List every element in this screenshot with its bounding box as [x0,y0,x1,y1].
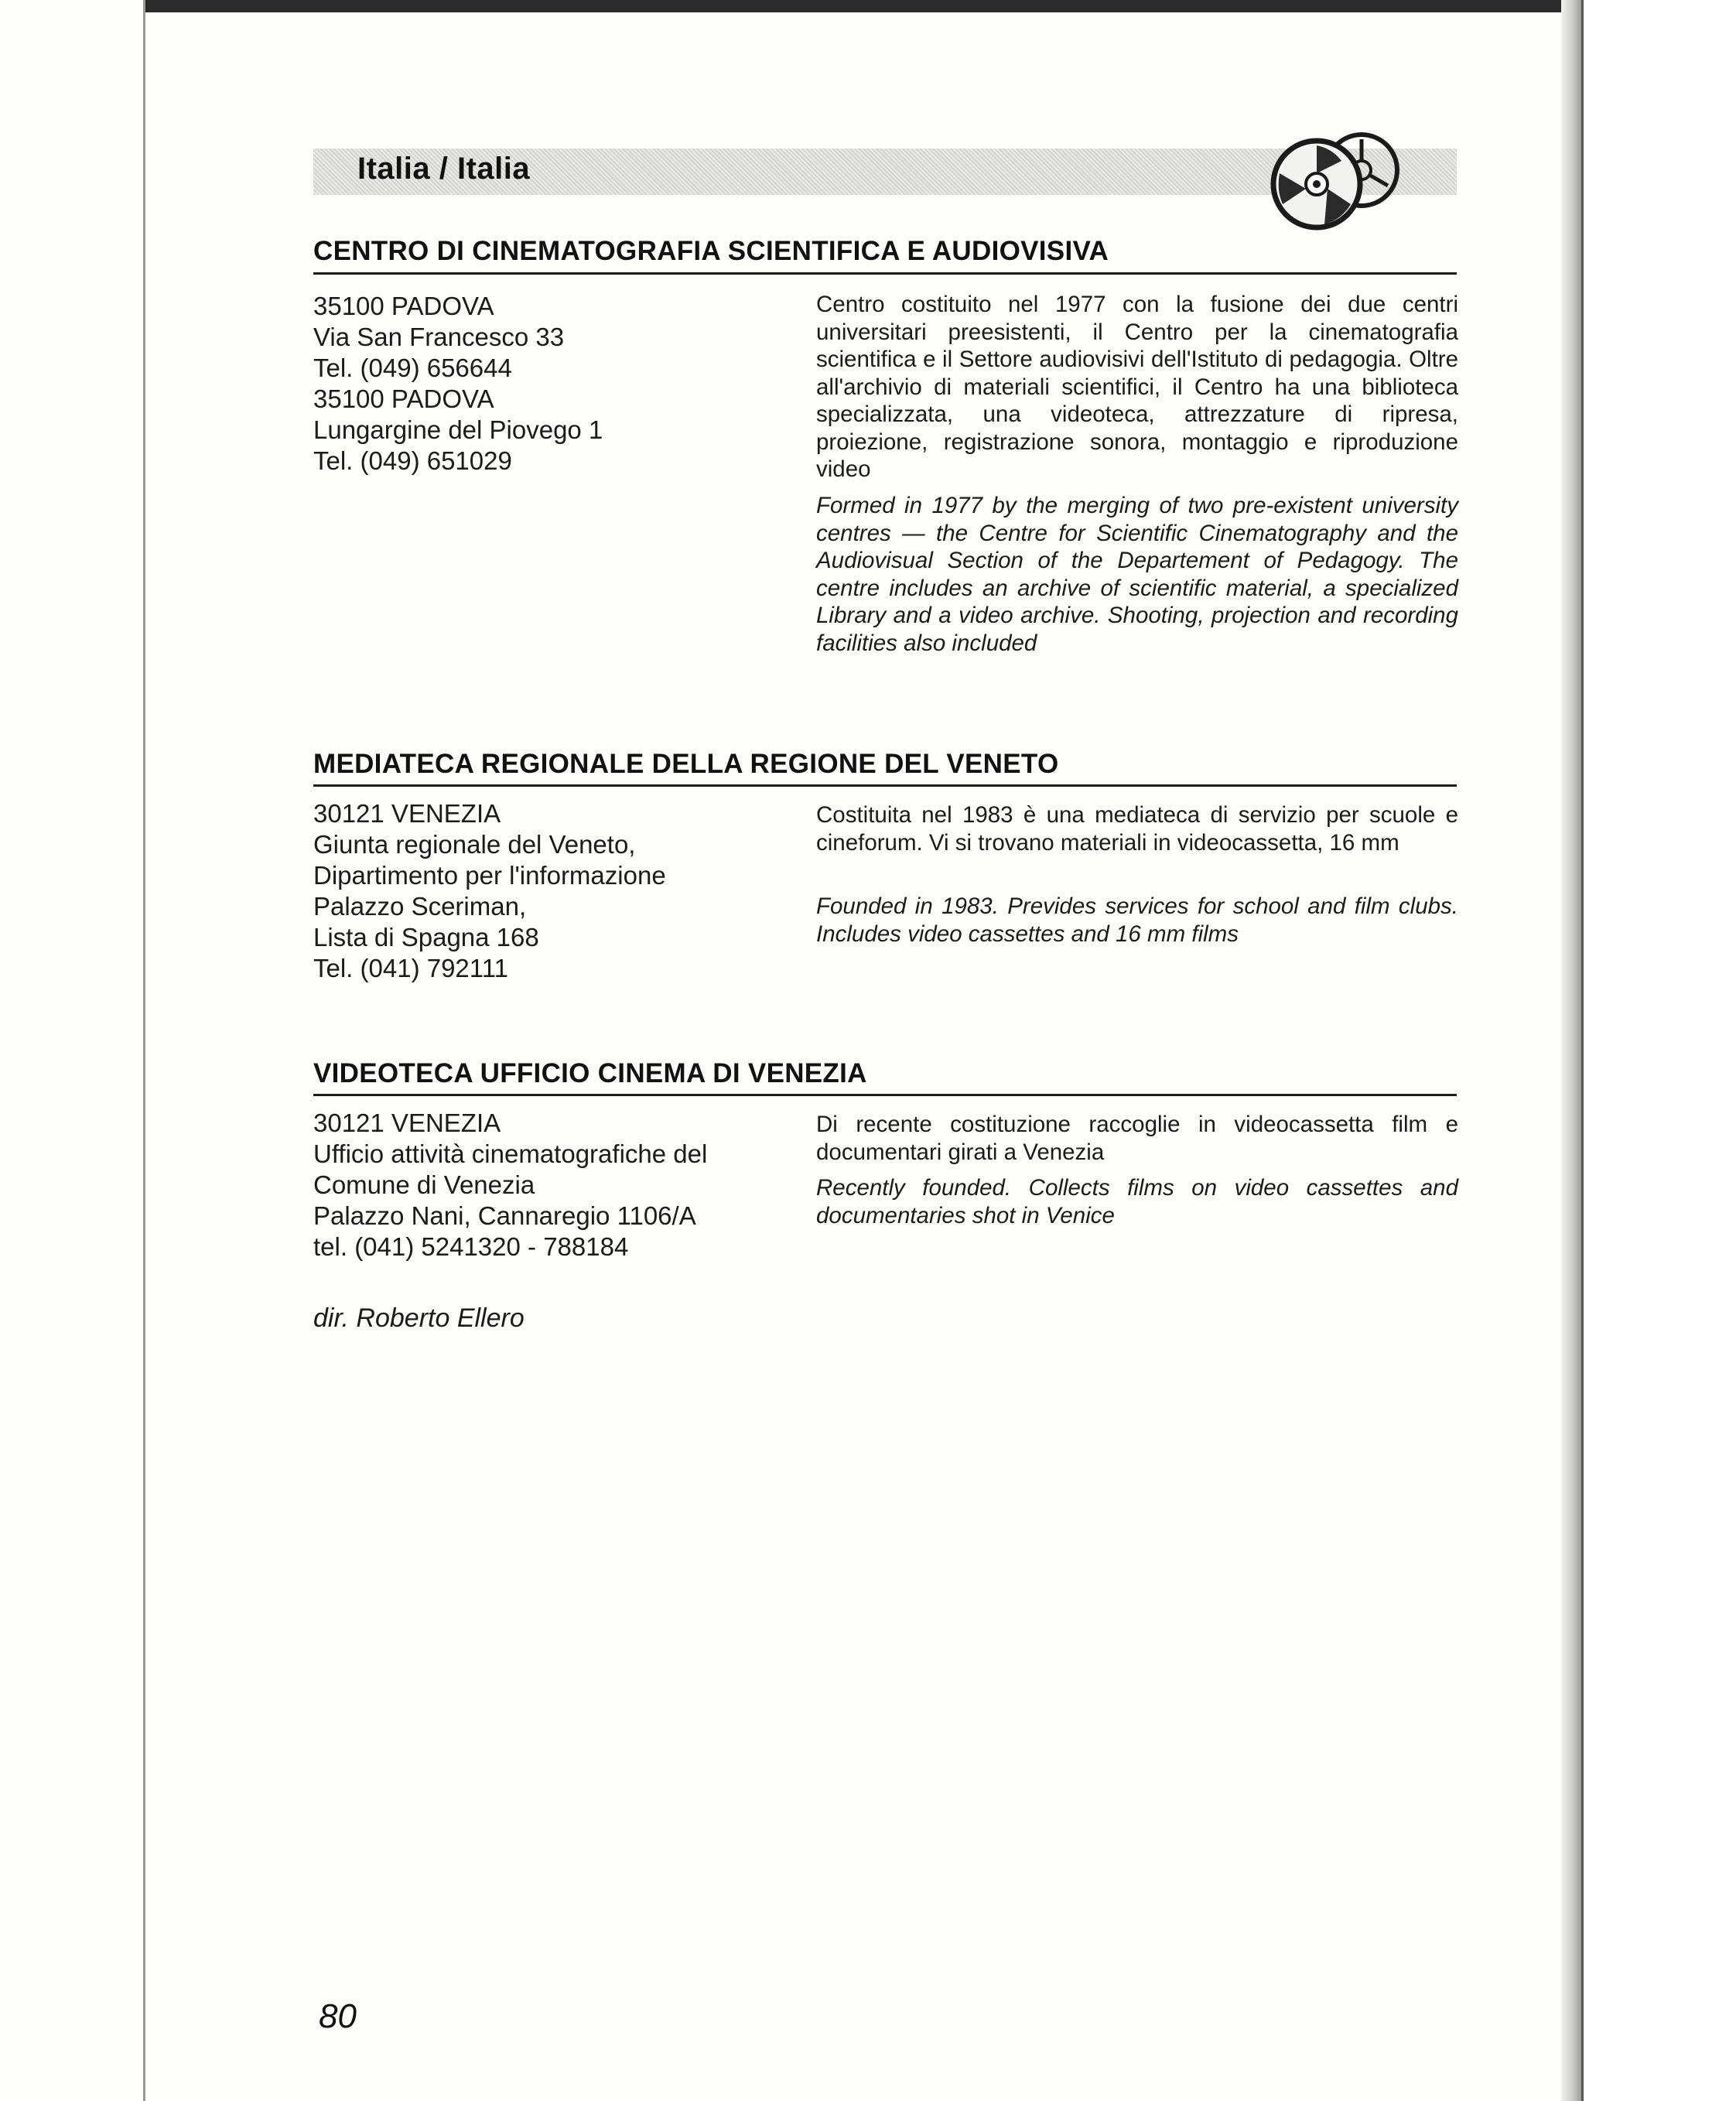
page-gutter-shadow [1561,0,1581,2101]
address-line: 35100 PADOVA [313,292,494,320]
address-line: Lungargine del Piovego 1 [313,415,603,444]
address-line: Tel. (049) 651029 [313,446,512,475]
address-block-mediateca [313,798,666,984]
address-block-videoteca [313,1108,707,1262]
page-number: 80 [319,1997,357,2035]
film-reels-icon [1261,130,1416,231]
address-line: Giunta regionale del Veneto, [313,830,636,859]
description-en-videoteca: Recently founded. Collects films on video cassettes and documentaries shot in Venice [816,1175,1458,1228]
section-rule [313,784,1457,787]
section-rule [313,1094,1457,1096]
description-it-centro: Centro costituito nel 1977 con la fusione dei due centri universitari preesistenti, il Centro per la cinematografia scientifica e il Settore audiovisivi dell'Istituto di pedagogia. Oltre all'archivio di materiali scientifici, il Centro ha una biblioteca specializzata, una videoteca, attrezzature di ripresa, proiezione, registrazione sonora, montaggio e riproduzione video [816,292,1458,482]
section-rule [313,272,1457,275]
address-line: Palazzo Sceriman, [313,892,527,921]
scan-outside-area [1584,0,1736,2101]
scan-top-edge [143,0,1582,12]
address-line: Dipartimento per l'informazione [313,861,666,890]
description-it-videoteca: Di recente costituzione raccoglie in videocassetta film e documentari girati a Venezia [816,1112,1458,1165]
address-line: 35100 PADOVA [313,384,494,413]
address-block-centro [313,291,603,477]
address-line: Lista di Spagna 168 [313,923,539,951]
section-title-centro: CENTRO DI CINEMATOGRAFIA SCIENTIFICA E AUDIOVISIVA [313,236,1109,266]
address-line: Tel. (049) 656644 [313,354,512,382]
director-credit: dir. Roberto Ellero [313,1303,525,1333]
address-line: Ufficio attività cinematografiche del [313,1139,708,1168]
scan-left-edge [143,0,145,2101]
address-line: 30121 VENEZIA [313,1109,501,1137]
address-line: Tel. (041) 792111 [313,954,508,982]
address-line: Palazzo Nani, Cannaregio 1106/A [313,1201,696,1230]
description-it-mediateca: Costituita nel 1983 è una mediateca di servizio per scuole e cineforum. Vi si trovano materiali in videocassetta, 16 mm [816,802,1458,856]
description-en-centro: Formed in 1977 by the merging of two pre-existent university centres — the Centre for Scientific Cinematography and the Audiovisual Section of the Departement of Pedagogy. The centre includes an archive of scientific material, a specialized Library and a video archive. Shooting, projection and recording facilities also included [816,493,1458,656]
section-title-mediateca: MEDIATECA REGIONALE DELLA REGIONE DEL VENETO [313,749,1059,779]
address-line: Comune di Venezia [313,1170,535,1199]
page-title: Italia / Italia [357,152,531,186]
section-title-videoteca: VIDEOTECA UFFICIO CINEMA DI VENEZIA [313,1058,867,1088]
address-line: 30121 VENEZIA [313,799,501,828]
address-line: tel. (041) 5241320 - 788184 [313,1232,629,1261]
description-en-mediateca: Founded in 1983. Prevides services for school and film clubs. Includes video cassettes and 16 mm films [816,893,1458,947]
address-line: Via San Francesco 33 [313,323,565,351]
